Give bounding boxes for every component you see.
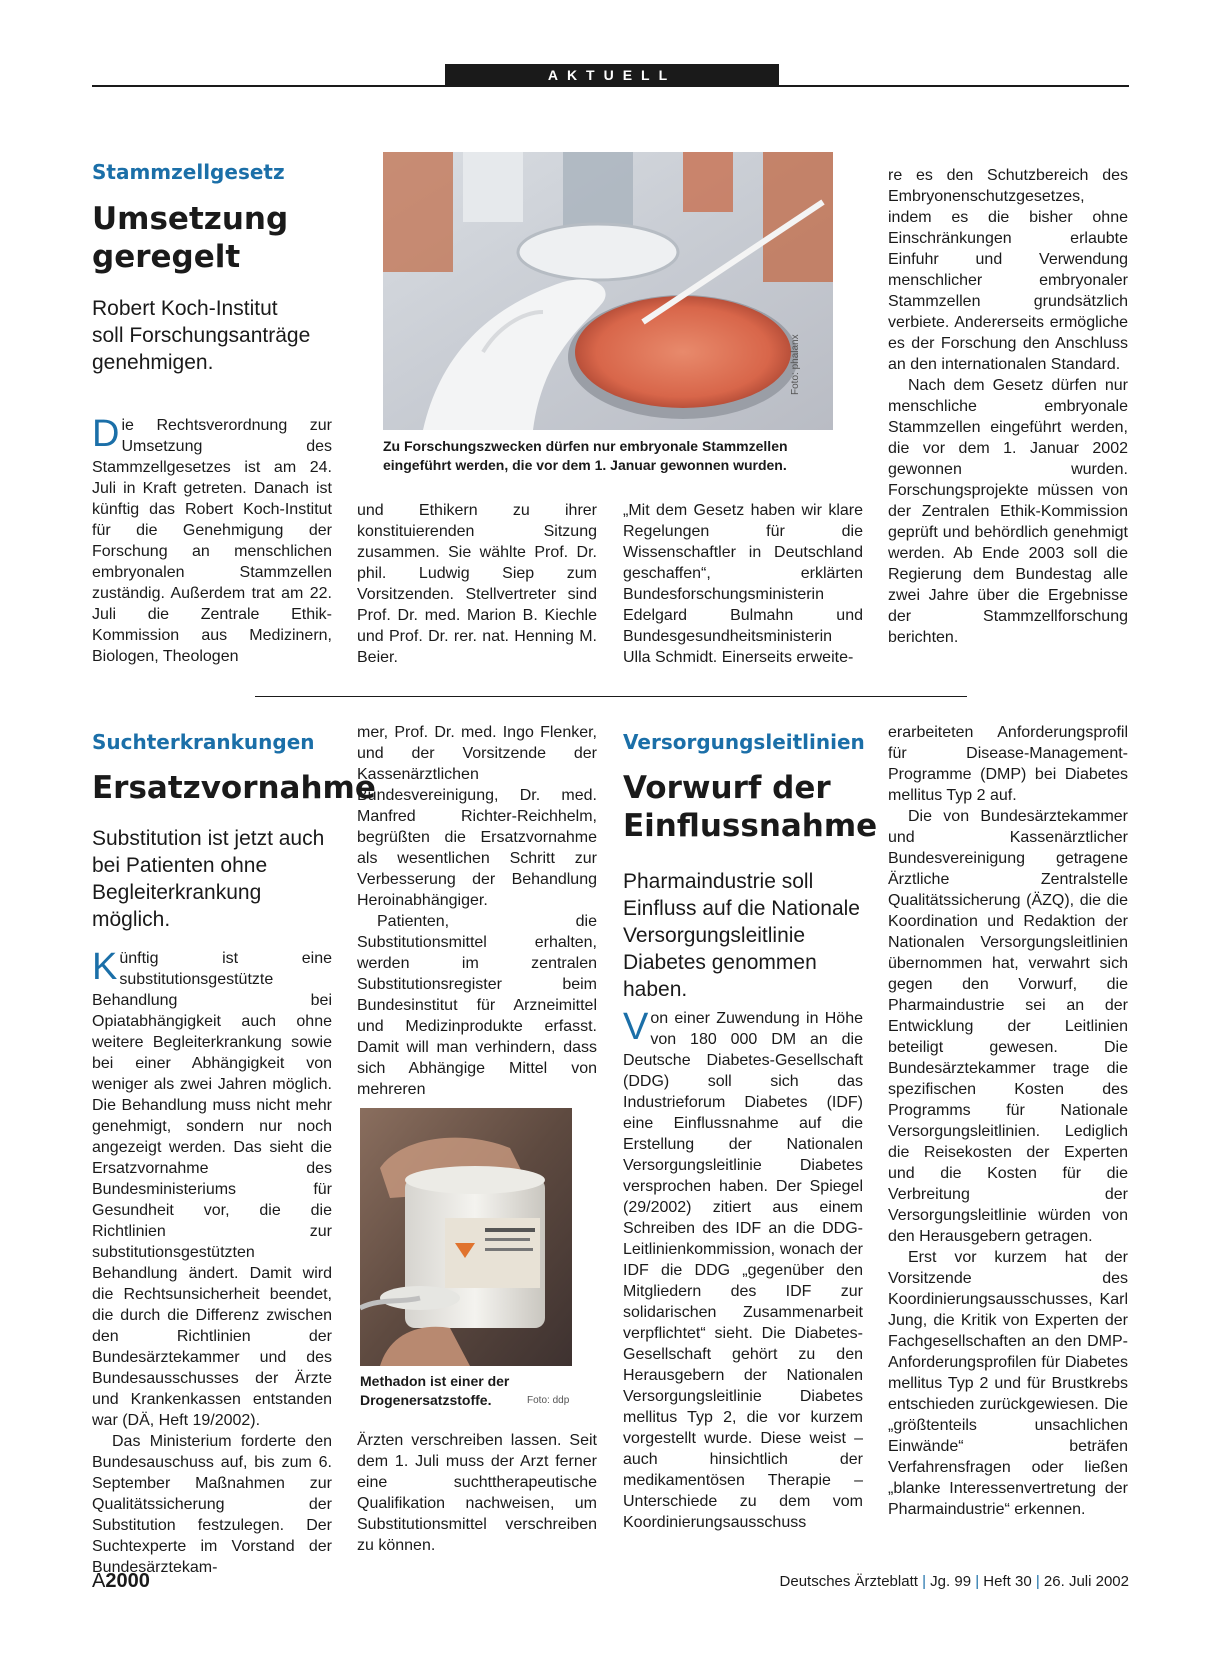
article1-kicker: Stammzellgesetz	[92, 160, 285, 184]
article2-col2b	[357, 1430, 597, 1556]
article3-col1	[623, 1008, 863, 1533]
article1-title	[92, 200, 288, 276]
article2-kicker: Suchterkrankungen	[92, 730, 315, 754]
article-divider	[255, 696, 967, 697]
lab-photo-image	[383, 152, 833, 430]
article1-title-line1: Umsetzung	[92, 201, 289, 237]
article2-subtitle: Substitution ist jetzt auch bei Patienten ohne Begleiterkrankung möglich.	[92, 827, 325, 931]
article1-photo	[383, 152, 833, 430]
article2-photo-credit: Foto: ddp	[527, 1395, 570, 1406]
section-label: AKTUELL	[445, 64, 779, 86]
article3-col2	[888, 722, 1128, 1520]
article1-subtitle: Robert Koch-Institut soll Forschungsanträge genehmigen.	[92, 297, 311, 374]
article2-col1-p2: Das Ministerium forderte den Bundesauschuss auf, bis zum 6. September Maßnahmen zur Qualitätssicherung der Substitution festzulegen. Der Suchtexperte im Vorstand der Bundesärztekam-	[92, 1433, 332, 1576]
article1-col3: „Mit dem Gesetz haben wir klare Regelungen für die Wissenschaftler in Deutschland geschaffen“, erklärten Bundesforschungsministerin Edelgard Bulmahn und Bundesgesundheitsministerin Ulla Schmidt. Einerseits erweite-	[623, 502, 863, 666]
article2-photo	[360, 1108, 572, 1366]
article3-subtitle: Pharmaindustrie soll Einfluss auf die Nationale Versorgungsleitlinie Diabetes genommen haben.	[623, 870, 860, 1001]
article1-col4-p2: Nach dem Gesetz dürfen nur menschliche embryonale Stammzellen eingeführt werden, die vor dem 1. Januar 2002 gewonnen wurden. Forschungsprojekte müssen von der Zentralen Ethik-Kommission geprüft und behördlich genehmigt werden. Ab Ende 2003 soll die Regierung dem Bundestag alle zwei Jahre über die Ergebnisse der Stammzellforschung berichten.	[888, 377, 1128, 646]
article1-col2: und Ethikern zu ihrer konstituierenden Sitzung zusammen. Sie wählte Prof. Dr. phil. Ludwig Siep zum Vorsitzenden. Stellvertreter sind Prof. Dr. med. Marion B. Kiechle und Prof. Dr. rer. nat. Henning M. Beier.	[357, 502, 597, 666]
journal-name: Deutsches Ärzteblatt	[779, 1573, 918, 1590]
page-prefix: A	[92, 1570, 106, 1592]
article2-col1-p1: ünftig ist eine substitutionsgestützte Behandlung bei Opiatabhängigkeit auch ohne weitere Begleiterkrankung sowie bei einer Abhängigkeit von weniger als zwei Jahren möglich. Die Behandlung muss nicht mehr genehmigt, sondern nur noch angezeigt werden. Das sieht die Ersatzvornahme des Bundesministeriums für Gesundheit vor, die die Richtlinien zur substitutionsgestützten Behandlung ändert. Damit wird die Rechtsunsicherheit beendet, die durch die Differenz zwischen den Richtlinien der Bundesärztekammer und des Bundesausschusses der Ärzte und Krankenkassen entstanden war (DÄ, Heft 19/2002).	[92, 950, 332, 1429]
article3-col2-p3: Erst vor kurzem hat der Vorsitzende des Koordinierungsausschusses, Karl Jung, die Kritik von Experten der Fachgesellschaften an den DMP-Anforderungsprofilen für Diabetes mellitus Typ 2 und für Brustkrebs entschieden zurückgewiesen. Die „größtenteils unsachlichen Einwände“ beträfen Verfahrensfragen oder ließen „blanke Interessenvertretung der Pharmaindustrie“ erkennen.	[888, 1249, 1128, 1518]
article3-title-line2: Einflussnahme	[623, 808, 878, 844]
article1-col4	[888, 165, 1128, 648]
journal-volume: Jg. 99	[930, 1573, 972, 1590]
journal-date: 26. Juli 2002	[1043, 1573, 1129, 1590]
article2-col2-p3: Ärzten verschreiben lassen. Seit dem 1. Juli muss der Arzt ferner eine suchttherapeutische Qualifikation nachweisen, um Substitutionsmittel verschreiben zu können.	[357, 1432, 597, 1554]
article1-dropcap: D	[92, 413, 120, 455]
article2-col2-p2: Patienten, die Substitutionsmittel erhalten, werden im zentralen Substitutionsregister beim Bundesinstitut für Arzneimittel und Medizinprodukte erfasst. Damit will man verhindern, dass sich Abhängige Mittel von mehreren	[357, 913, 597, 1098]
article3-col2-p2: Die von Bundesärztekammer und Kassenärztlicher Bundesvereinigung getragene Ärztliche Zentralstelle Qualitätssicherung (ÄZQ), die die Koordination und Redaktion der Nationalen Versorgungsleitlinien übernommen hat, verwahrt sich gegen den Vorwurf, die Pharmaindustrie sei an der Entwicklung der Leitlinien beteiligt gewesen. Die Bundesärztekammer trage die spezifischen Kosten des Programms für Nationale Versorgungsleitlinien. Lediglich die Reisekosten der Experten und die Kosten für die Verbreitung der Versorgungsleitlinie würden von den Herausgebern getragen.	[888, 808, 1128, 1245]
article2-dropcap: K	[92, 946, 118, 988]
article2-col1	[92, 948, 332, 1578]
journal-footer: Deutsches Ärzteblatt | Jg. 99 | Heft 30 | 26. Juli 2002	[779, 1573, 1129, 1590]
article3-col2-p1: erarbeiteten Anforderungsprofil für Disease-Management-Programme (DMP) bei Diabetes mellitus Typ 2 auf.	[888, 724, 1128, 804]
article2-photo-caption: Methadon ist einer der Drogenersatzstoffe.	[360, 1373, 510, 1408]
article3-kicker: Versorgungsleitlinien	[623, 730, 865, 754]
article1-photo-caption: Zu Forschungszwecken dürfen nur embryonale Stammzellen eingeführt werden, die vor dem 1. Januar gewonnen wurden.	[383, 438, 788, 473]
article1-col1-text: ie Rechtsverordnung zur Umsetzung des Stammzellgesetzes ist am 24. Juli in Kraft getreten. Danach ist künftig das Robert Koch-Institut für die Genehmigung der Forschung an menschlichen embryonalen Stammzellen zuständig. Außerdem trat am 22. Juli die Zentrale Ethik-Kommission aus Medizinern, Biologen, Theologen	[92, 417, 332, 665]
article3-title-line1: Vorwurf der	[623, 770, 831, 806]
article2-col2-p1: mer, Prof. Dr. med. Ingo Flenker, und der Vorsitzende der Kassenärztlichen Bundesvereinigung, Dr. med. Manfred Richter-Reichhelm, begrüßten die Ersatzvornahme als wesentlichen Schritt zur Verbesserung der Behandlung Heroinabhängiger.	[357, 724, 597, 909]
journal-issue: Heft 30	[983, 1573, 1032, 1590]
article3-col1-text: on einer Zuwendung in Höhe von 180 000 DM an die Deutsche Diabetes-Gesellschaft (DDG) soll sich das Industrieforum Diabetes (IDF) eine Einflussnahme auf die Erstellung der Nationalen Versorgungsleitlinie Diabetes versprochen haben. Der Spiegel (29/2002) zitiert aus einem Schreiben des IDF an die DDG-Leitlinienkommission, wonach der IDF die DDG „gegenüber den Mitgliedern des IDF zur solidarischen Zusammenarbeit verpflichtet“ sieht. Die Diabetes-Gesellschaft gehört zu den Herausgebern der Nationalen Versorgungsleitlinie Diabetes mellitus Typ 2, die vor kurzem vorgestellt wurde. Diese weist – auch hinsichtlich der medikamentösen Therapie – Unterschiede zu dem vom Koordinierungsausschuss	[623, 1010, 863, 1531]
article3-title	[623, 769, 877, 845]
article2-title: Ersatzvornahme	[92, 770, 376, 806]
article1-title-line2: geregelt	[92, 239, 241, 275]
page-number-value: 2000	[105, 1570, 150, 1592]
article2-col2	[357, 722, 597, 1100]
article1-photo-credit: Foto: phalanx	[790, 334, 801, 395]
article1-col1	[92, 415, 332, 667]
article1-col4-p1: re es den Schutzbereich des Embryonenschutzgesetzes, indem es die bisher ohne Einschränkungen erlaubte Einfuhr und Verwendung menschlicher embryonaler Stammzellen grundsätzlich verbiete. Andererseits ermögliche es der Forschung den Anschluss an den internationalen Standard.	[888, 167, 1128, 373]
methadone-photo-image	[360, 1108, 572, 1366]
article3-dropcap: V	[623, 1006, 649, 1048]
page-number	[92, 1570, 150, 1593]
